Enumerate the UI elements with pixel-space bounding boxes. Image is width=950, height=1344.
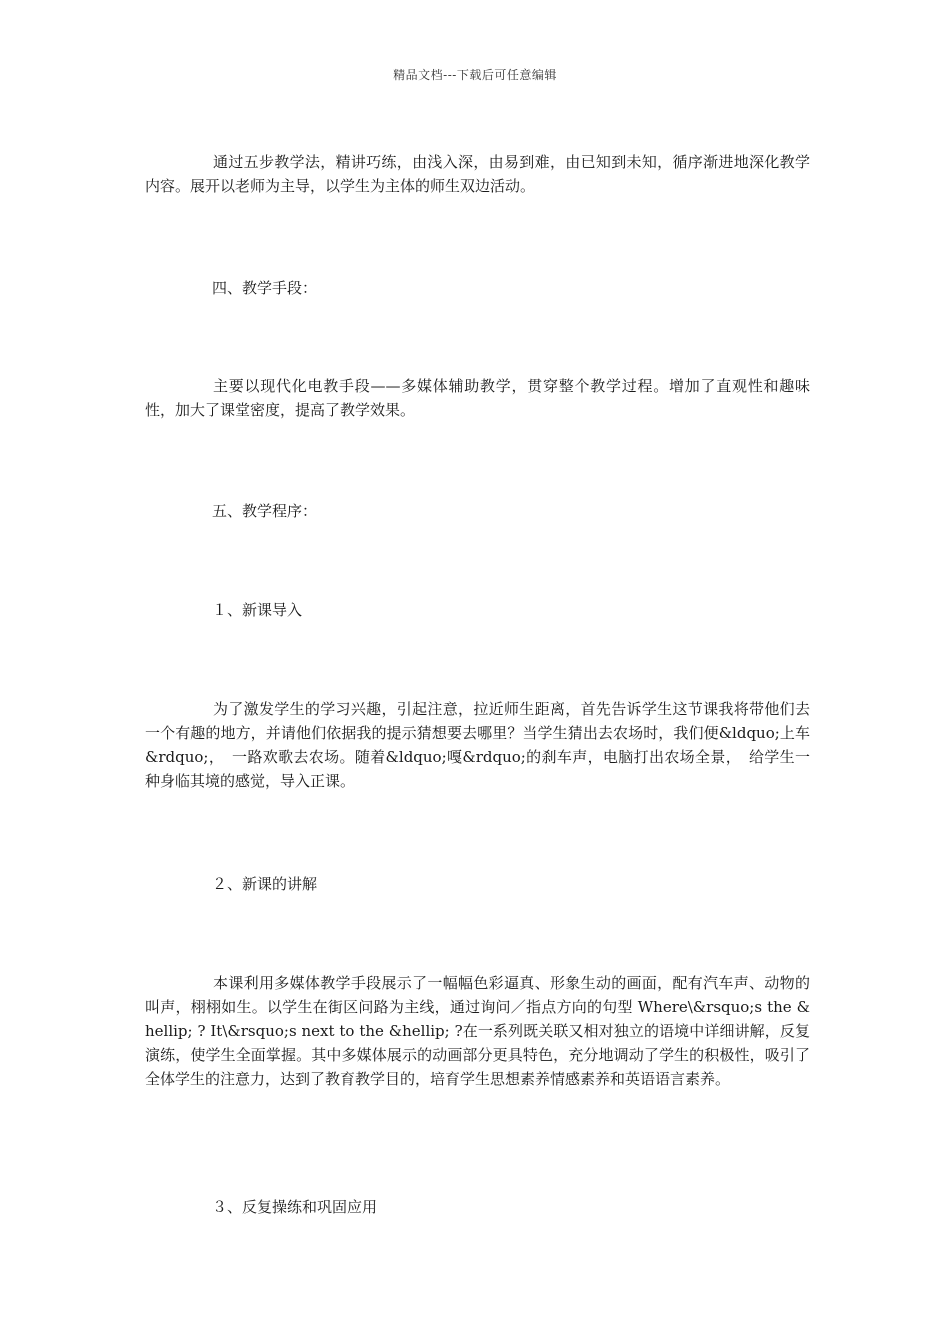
heading-new-lesson-intro: １、新课导入 [212, 601, 303, 619]
heading-teaching-means: 四、教学手段： [212, 279, 318, 297]
paragraph-new-lesson-intro: 为了激发学生的学习兴趣，引起注意，拉近师生距离，首先告诉学生这节课我将带他们去一个有趣的地方，并请他们依据我的提示猜想要去哪里？当学生猜出去农场时，我们便&ldquo;上车&rdquo;， 一路欢歌去农场。随着&ldquo;嘎&rdquo;的刹车声，电脑打出农场全景， 给学生一种身临其境的感觉，导入正课。 [145, 700, 810, 790]
heading-practice-consolidation: ３、反复操练和巩固应用 [212, 1198, 378, 1216]
paragraph-teaching-method: 通过五步教学法，精讲巧练，由浅入深，由易到难，由已知到未知，循序渐进地深化教学内容。展开以老师为主导，以学生为主体的师生双边活动。 [145, 153, 810, 195]
heading-new-lesson-explanation: ２、新课的讲解 [212, 875, 318, 893]
paragraph-teaching-means: 主要以现代化电教手段——多媒体辅助教学，贯穿整个教学过程。增加了直观性和趣味性，加大了课堂密度，提高了教学效果。 [145, 377, 810, 419]
paragraph-new-lesson-explanation: 本课利用多媒体教学手段展示了一幅幅色彩逼真、形象生动的画面，配有汽车声、动物的叫声，栩栩如生。以学生在街区问路为主线，通过询问／指点方向的句型 Where\&rsquo;s the &hellip; ? It\&rsquo;s next to the &hellip; ?在一系列既关联又相对独立的语境中详细讲解，反复演练，使学生全面掌握。其中多媒体展示的动画部分更具特色，充分地调动了学生的积极性，吸引了全体学生的注意力，达到了教育教学目的，培育学生思想素养情感素养和英语语言素养。 [145, 974, 810, 1088]
page-header: 精品文档---下载后可任意编辑 [393, 68, 557, 82]
heading-teaching-procedure: 五、教学程序： [212, 502, 318, 520]
